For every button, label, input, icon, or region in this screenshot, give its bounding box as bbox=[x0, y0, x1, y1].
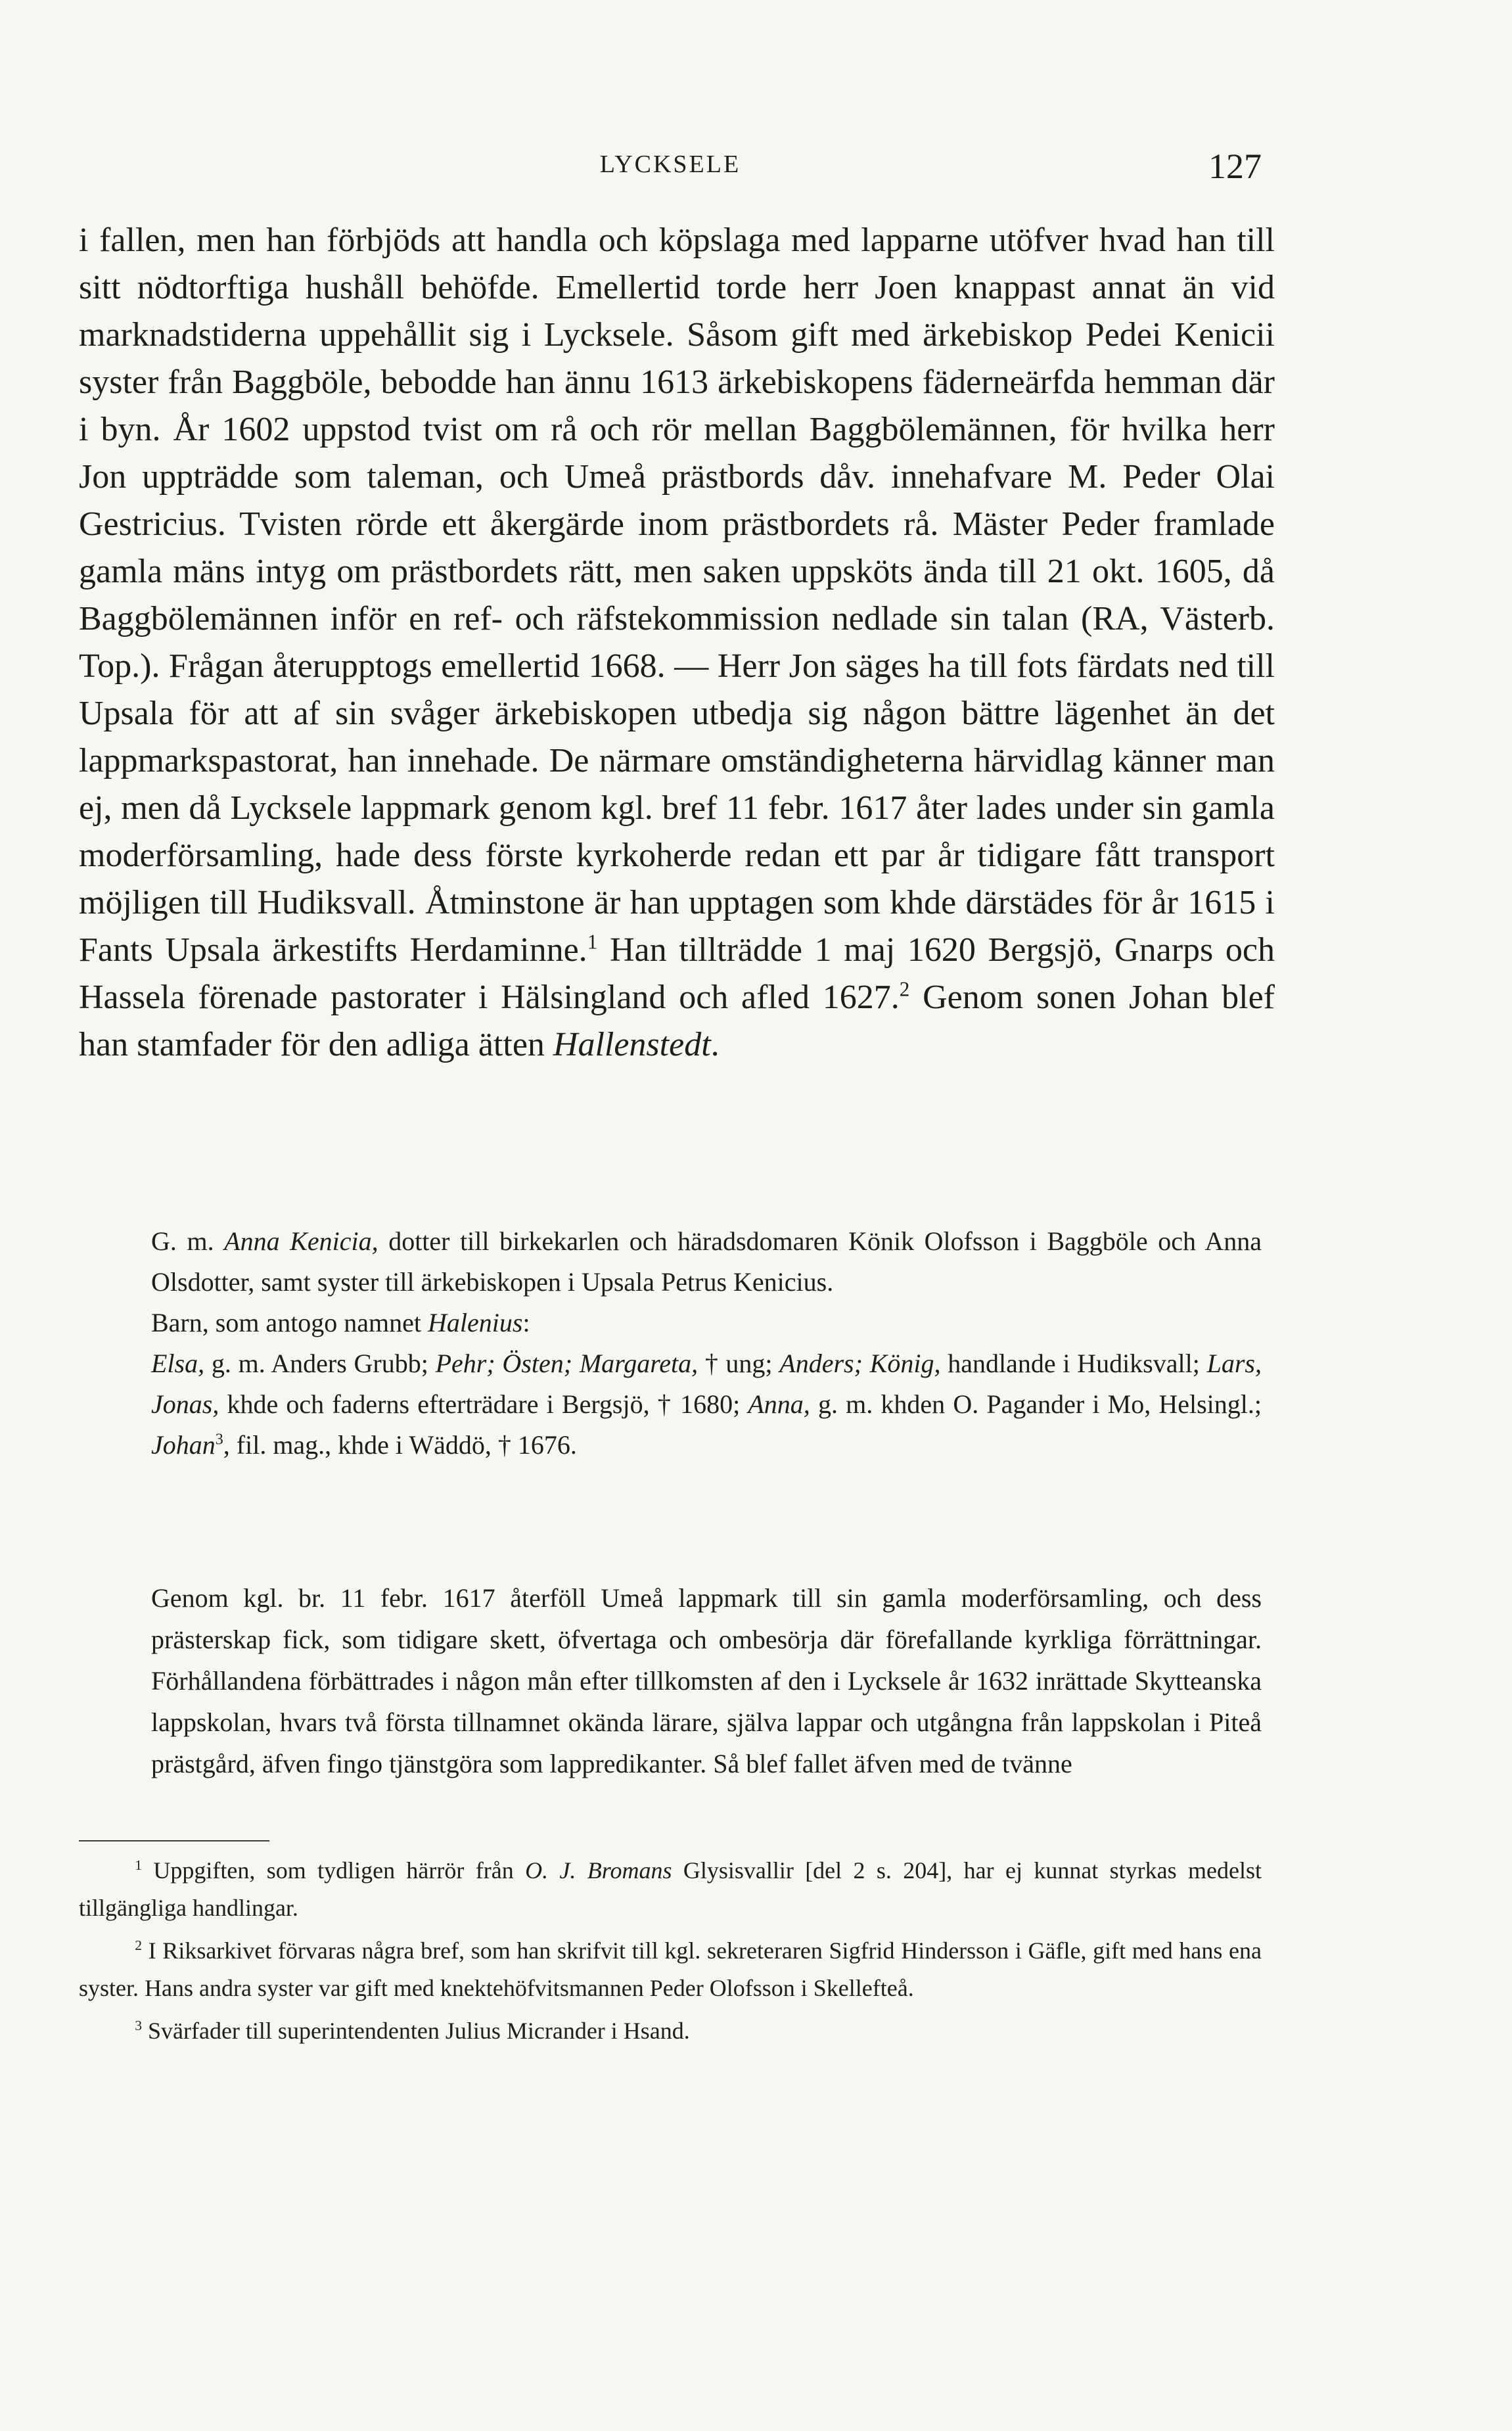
child-detail: , fil. mag., khde i Wäddö, † 1676. bbox=[223, 1430, 577, 1460]
footnote-1-text-b: Glysisvallir [del 2 s. 204], har ej kunnat styrkas medelst tillgängliga handlingar. bbox=[79, 1857, 1262, 1921]
footnote-1-author: O. J. Bromans bbox=[525, 1857, 672, 1884]
main-paragraph-part-a: i fallen, men han förbjöds att handla och köpslaga med lapparne utöfver hvad han till sitt nödtorftiga hushåll behöfde. Emellertid torde herr Joen knappast annat än vid marknadstiderna uppehållit sig i Lycksele. Såsom gift med ärkebiskop Pedei Kenicii syster från Baggböle, bebodde han ännu 1613 ärkebiskopens fäderneärfda hemman där i byn. År 1602 uppstod tvist om rå och rör mellan Baggbölemännen, för hvilka herr Jon uppträdde som taleman, och Umeå prästbords dåv. innehafvare M. Peder Olai Gestricius. Tvisten rörde ett åkergärde inom prästbordets rå. Mäster Peder framlade gamla mäns intyg om prästbordets rätt, men saken uppsköts ända till 21 okt. 1605, då Baggbölemännen inför en ref- och räfstekommission nedlade sin talan (RA, Västerb. Top.). Frågan återupptogs emellertid 1668. — Herr Jon säges ha till fots färdats ned till Upsala för att af sin svåger ärkebiskopen utbedja sig någon bättre lägenhet än det lappmarkspastorat, han innehade. De närmare omständigheterna härvidlag känner man ej, men då Lycksele lappmark genom kgl. bref 11 febr. 1617 åter lades under sin gamla moderförsamling, hade dess förste kyrkoherde redan ett par år tidigare fått transport möjligen till Hudiksvall. Åtminstone är han upptagen som khde därstädes för år 1615 i Fants Upsala ärkestifts Herdaminne. bbox=[79, 221, 1275, 969]
child-detail: † ung; bbox=[698, 1349, 780, 1378]
footnote-1 bbox=[79, 1852, 1262, 1927]
child-name: Elsa, bbox=[151, 1349, 205, 1378]
children-surname: Halenius bbox=[428, 1308, 523, 1337]
footnote-3 bbox=[79, 2012, 1262, 2050]
child-name: Pehr; Östen; Margareta, bbox=[435, 1349, 699, 1378]
family-note-marriage bbox=[151, 1221, 1262, 1303]
marriage-rest: dotter till birkekarlen och häradsdomaren Könik Olofsson i Baggböle och Anna Olsdotter, samt syster till ärkebiskopen i Upsala Petrus Kenicius. bbox=[151, 1226, 1262, 1297]
family-note-children bbox=[151, 1343, 1262, 1466]
footnote-2-text: I Riksarkivet förvaras några bref, som han skrifvit till kgl. sekreteraren Sigfrid Hindersson i Gäfle, gift med hans ena syster. Hans andra syster var gift med knektehöfvitsmannen Peder Olofsson i Skellefteå. bbox=[79, 1937, 1262, 2001]
footnote-3-mark: 3 bbox=[135, 2018, 142, 2033]
footnote-2-mark: 2 bbox=[135, 1937, 142, 1953]
family-name: Hallenstedt bbox=[553, 1026, 711, 1063]
marriage-prefix: G. m. bbox=[151, 1226, 225, 1256]
main-paragraph-part-b: Han tillträdde 1 maj 1620 Bergsjö, Gnarps och Hassela förenade pastorater i Hälsingland och afled 1627. bbox=[79, 931, 1275, 1016]
main-paragraph bbox=[79, 217, 1275, 1069]
child-name: Lars, Jonas, bbox=[151, 1349, 1262, 1419]
wife-name: Anna Kenicia, bbox=[224, 1226, 378, 1256]
page-header bbox=[79, 147, 1262, 189]
page-number: 127 bbox=[1208, 147, 1262, 186]
footnote-ref-3: 3 bbox=[215, 1431, 223, 1448]
footnote-3-text: Svärfader till superintendenten Julius Micrander i Hsand. bbox=[142, 2018, 690, 2044]
footnotes bbox=[79, 1852, 1262, 2055]
second-paragraph bbox=[151, 1577, 1262, 1784]
footnote-2 bbox=[79, 1932, 1262, 2007]
children-intro-a: Barn, som antogo namnet bbox=[151, 1308, 428, 1337]
child-detail: g. m. Anders Grubb; bbox=[204, 1349, 436, 1378]
child-detail: handlande i Hudiksvall; bbox=[940, 1349, 1207, 1378]
main-paragraph-part-c: Genom sonen Johan blef han stamfader för den adliga ätten bbox=[79, 979, 1275, 1063]
second-paragraph-text: Genom kgl. br. 11 febr. 1617 återföll Umeå lappmark till sin gamla moderförsamling, och dess prästerskap fick, som tidigare skett, öfvertaga och ombesörja där förefallande kyrkliga förrättningar. Förhållandena förbättrades i någon mån efter tillkomsten af den i Lycksele år 1632 inrättade Skytteanska lappskolan, hvars två första tillnamnet okända lärare, själva lappar och utgångna från lappskolan i Piteå prästgård, äfven fingo tjänstgöra som lappredikanter. Så blef fallet äfven med de tvänne bbox=[151, 1583, 1262, 1778]
child-name: Anders; König, bbox=[779, 1349, 941, 1378]
child-name: Anna, bbox=[748, 1389, 810, 1419]
child-name: Johan bbox=[151, 1430, 216, 1460]
footnote-1-mark: 1 bbox=[135, 1857, 142, 1873]
footnote-ref-2: 2 bbox=[899, 977, 910, 1001]
child-detail: g. m. khden O. Pagander i Mo, Helsingl.; bbox=[810, 1389, 1262, 1419]
main-paragraph-end: . bbox=[710, 1026, 720, 1063]
footnote-divider bbox=[79, 1840, 269, 1841]
footnote-1-text-a: Uppgiften, som tydligen härrör från bbox=[142, 1857, 526, 1884]
family-note bbox=[151, 1221, 1262, 1466]
children-intro-b: : bbox=[522, 1308, 530, 1337]
footnote-ref-1: 1 bbox=[587, 930, 598, 954]
main-text bbox=[79, 217, 1275, 1069]
running-head: LYCKSELE bbox=[599, 150, 741, 178]
child-detail: khde och faderns efterträdare i Bergsjö, † 1680; bbox=[219, 1389, 748, 1419]
family-note-children-intro bbox=[151, 1303, 1262, 1343]
